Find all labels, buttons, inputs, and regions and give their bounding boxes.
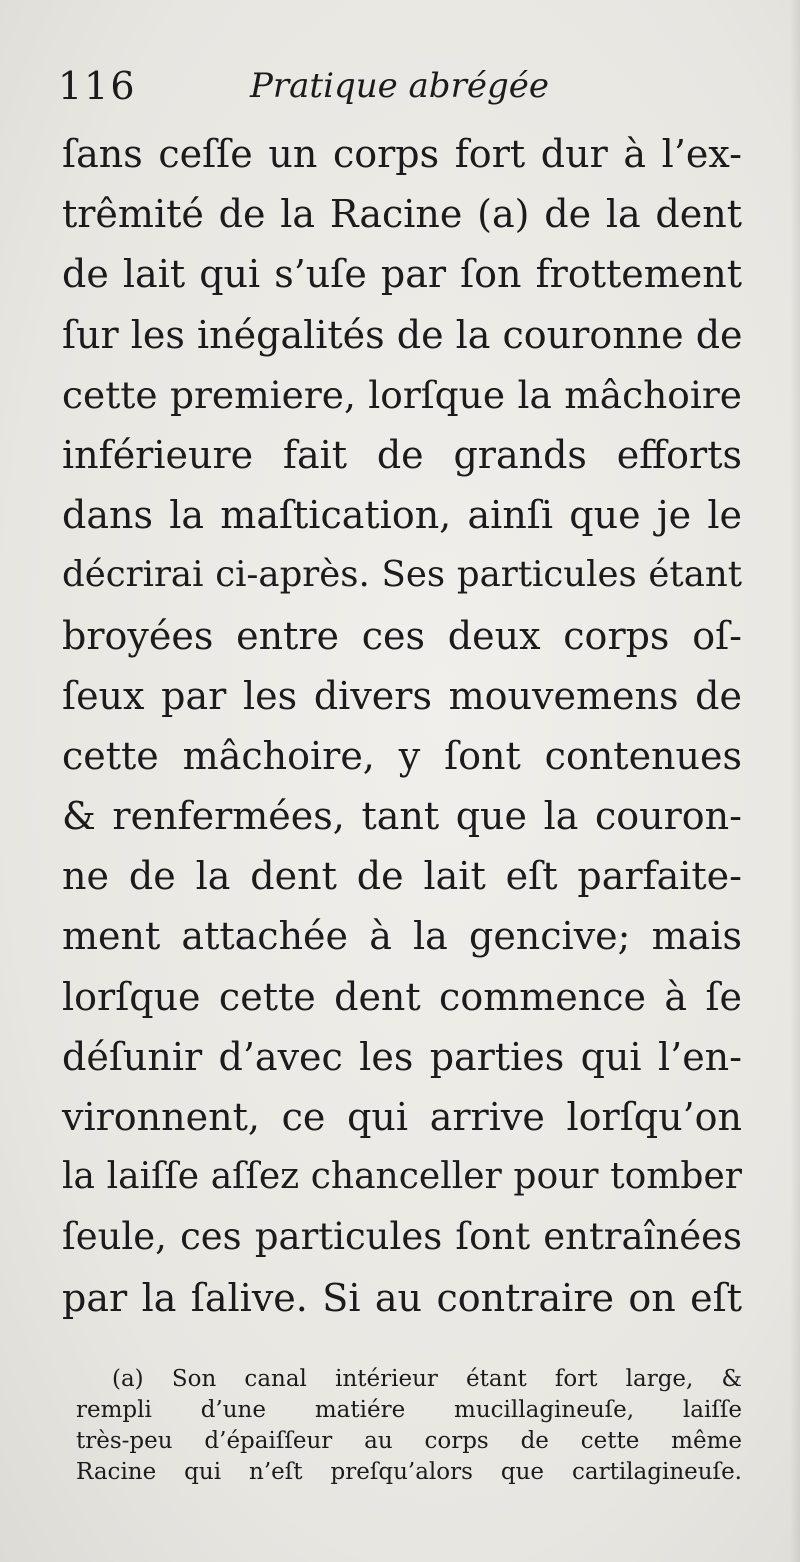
page-number: 116 bbox=[58, 64, 137, 108]
body-line: dans la maſtication, ainſi que je le bbox=[62, 493, 742, 538]
body-line: ſans ceſſe un corps fort dur à l’ex- bbox=[62, 132, 742, 176]
footnote bbox=[76, 1364, 742, 1488]
body-line: déſunir d’avec les parties qui l’en- bbox=[62, 1034, 742, 1079]
page-header bbox=[58, 64, 738, 120]
body-line: décrirai ci-après. Ses particules étant bbox=[62, 554, 742, 596]
body-line: ſeux par les divers mouvemens de bbox=[62, 673, 742, 718]
footnote-line: Racine qui n’eſt preſqu’alors que cartilagineuſe. bbox=[76, 1459, 742, 1485]
body-text bbox=[62, 124, 742, 1328]
body-line: broyées entre ces deux corps oſ- bbox=[62, 613, 742, 658]
page-edge-shadow bbox=[790, 0, 800, 1562]
footnote-line: très-peu d’épaiſſeur au corps de cette même bbox=[76, 1428, 742, 1454]
footnote-line: (a) Son canal intérieur étant fort large, & bbox=[112, 1366, 742, 1392]
body-line: cette premiere, lorſque la mâchoire bbox=[62, 372, 742, 417]
body-line: vironnent, ce qui arrive lorſqu’on bbox=[62, 1095, 742, 1139]
body-line: la laiſſe aſſez chanceller pour tomber bbox=[62, 1156, 742, 1198]
running-head: Pratique abrégée bbox=[250, 66, 549, 106]
body-line: ſur les inégalités de la couronne de bbox=[62, 312, 743, 357]
body-line: ment attachée à la gencive; mais bbox=[62, 914, 742, 959]
body-line: de lait qui s’uſe par ſon frottement bbox=[62, 252, 742, 297]
footnote-line: rempli d’une matiére mucillagineuſe, laiſſe bbox=[76, 1397, 742, 1423]
body-line: & renfermées, tant que la couron- bbox=[62, 794, 742, 839]
body-line: ne de la dent de lait eſt parfaite- bbox=[62, 854, 742, 899]
body-line: ſeule, ces particules ſont entraînées bbox=[62, 1215, 742, 1259]
body-line: lorſque cette dent commence à ſe bbox=[62, 974, 742, 1019]
body-line: par la ſalive. Si au contraire on eſt bbox=[62, 1275, 742, 1320]
body-line: cette mâchoire, y ſont contenues bbox=[62, 733, 742, 778]
body-line: trêmité de la Racine (a) de la dent bbox=[62, 192, 742, 237]
body-line: inférieure fait de grands efforts bbox=[62, 432, 742, 477]
